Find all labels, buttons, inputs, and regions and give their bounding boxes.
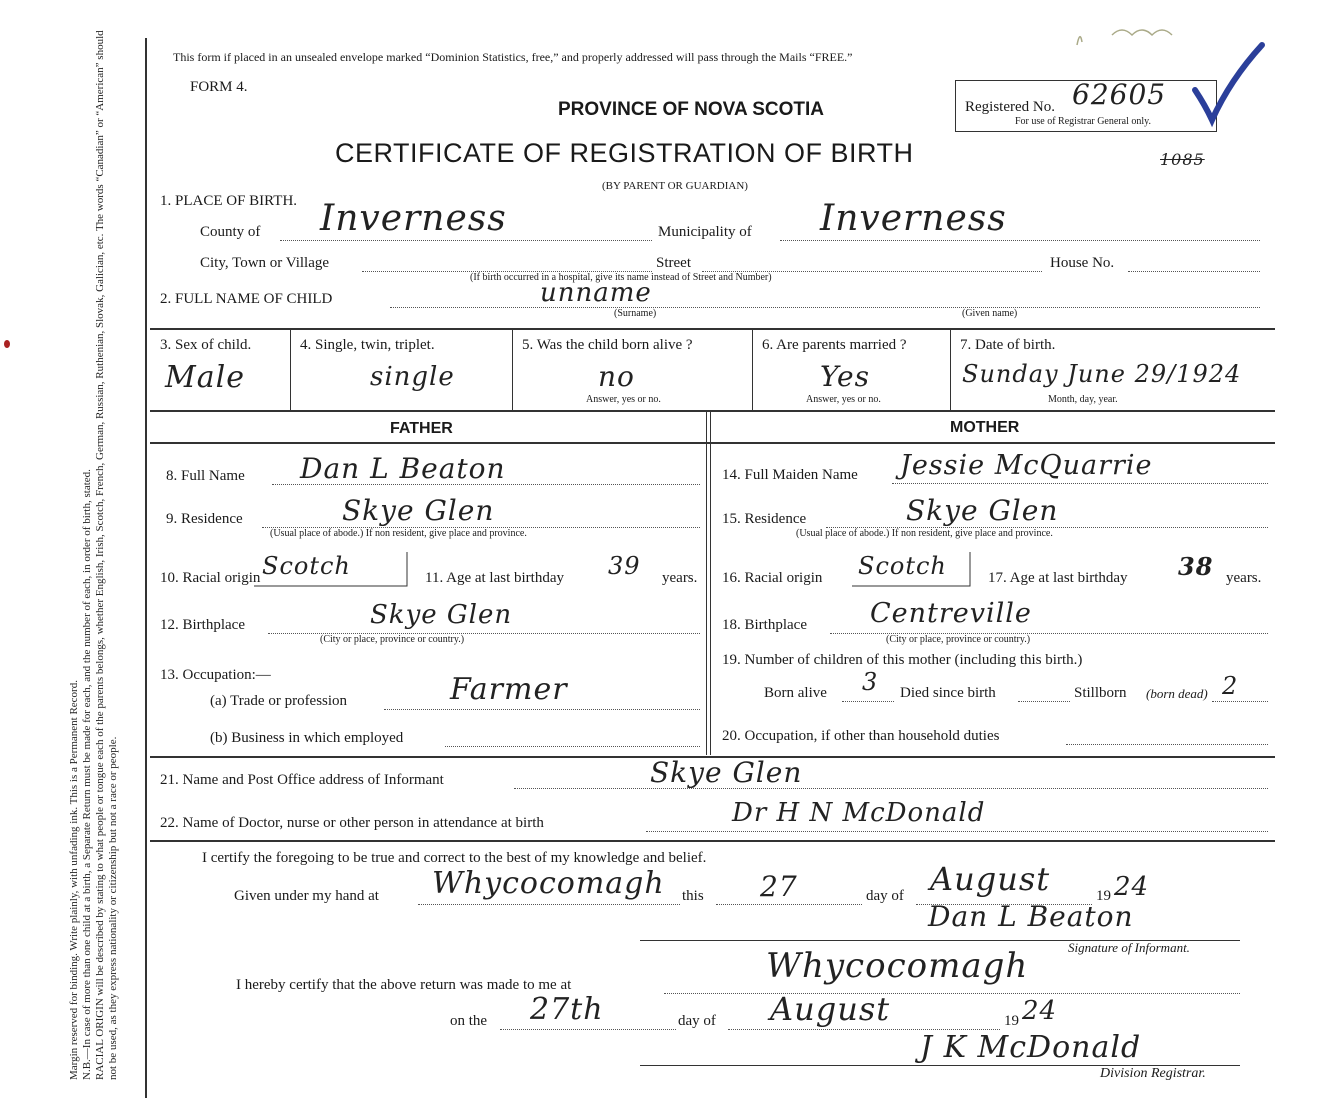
mother-birthplace-value: Centreville [870,598,1032,629]
parents-divider-a [706,412,707,755]
margin-rule [145,38,147,1098]
mail-notice: This form if placed in an unsealed envelope marked “Dominion Statistics, free,” and properly addressed will pass through the Mails “FREE.” [173,50,853,64]
sex-label: 3. Sex of child. [160,337,252,353]
father-trade-line [384,709,700,710]
reg-day-line [500,1029,676,1030]
died-line [1018,701,1070,702]
on-the-label: on the [450,1013,488,1029]
county-line [280,240,652,241]
given-month-value: August [930,860,1051,898]
stillborn-value: 2 [1222,672,1239,700]
certify-statement: I certify the foregoing to be true and correct to the best of my knowledge and belief. [202,850,707,866]
corner-annotation: 1085 [1160,150,1205,169]
side-note-nb: N.B.—In case of more than one child at a birth, a Separate Return must be made for each, and the number of each, in order of birth, stated. [81,469,93,1080]
father-name-label: 8. Full Name [166,468,245,484]
father-birthplace-label: 12. Birthplace [160,617,245,633]
born-alive-value: 3 [862,668,879,696]
father-residence-value: Skye Glen [342,494,495,527]
dob-value: Sunday June 29/1924 [962,360,1242,388]
father-racial-bracket [252,550,412,590]
parents-divider-b [710,412,711,755]
registrar-statement: I hereby certify that the above return was made to me at [236,977,572,993]
dob-note: Month, day, year. [1048,394,1118,405]
row3-divider-2 [512,330,513,410]
informant-line [514,788,1268,789]
house-line [1128,271,1260,272]
city-label: City, Town or Village [200,255,330,271]
reg-day-of-label: day of [678,1013,716,1029]
doctor-line [646,831,1268,832]
mother-heading: MOTHER [950,419,1020,436]
alive-label: 5. Was the child born alive ? [522,337,693,353]
registrar-place-value: Whycocomagh [766,946,1029,986]
doctor-value: Dr H N McDonald [732,798,986,828]
father-birthplace-value: Skye Glen [370,600,513,630]
reg-year-prefix: 19 [1004,1013,1019,1029]
this-label: this [682,888,704,904]
year-prefix: 19 [1096,888,1111,904]
parents-rule [150,442,1275,444]
mother-children-label: 19. Number of children of this mother (including this birth.) [722,652,1083,668]
municipality-line [780,240,1260,241]
single-value: single [370,362,455,392]
born-alive-line [842,701,894,702]
form-number: FORM 4. [190,79,248,95]
certify-rule [150,840,1275,842]
mother-name-label: 14. Full Maiden Name [722,467,858,483]
given-place-value: Whycocomagh [432,866,665,901]
informant-signature: Dan L Beaton [928,900,1134,933]
margin-mark [4,340,10,348]
county-label: County of [200,224,261,240]
mother-racial-bracket [850,550,975,590]
row3-divider-1 [290,330,291,410]
mother-birthplace-label: 18. Birthplace [722,617,807,633]
registered-label: Registered No. [965,99,1055,115]
mother-age-value: 38 [1178,552,1214,581]
father-trade-value: Farmer [450,672,568,707]
father-business-line [445,746,700,747]
married-value: Yes [820,360,870,393]
doctor-label: 22. Name of Doctor, nurse or other person in attendance at birth [160,815,544,831]
row3-top-rule [150,328,1275,330]
surname-note: (Surname) [614,308,657,319]
informant-value: Skye Glen [650,756,803,789]
check-mark-icon [1190,40,1270,130]
mother-occupation-line [1066,744,1268,745]
certificate-subtitle: (BY PARENT OR GUARDIAN) [602,180,748,192]
side-note-racial: RACIAL ORIGIN will be described by stating to what people or tongue each of the parents belongs, whether English, Irish, Scotch, French, German, Russian, Ruthenian, Slovak, Galician, etc. The words “Canadian” or “American” should not be used, as they express nationality or citizenship but not a race or people. [94,30,119,1080]
father-trade-label: (a) Trade or profession [210,693,348,709]
child-name-line [390,307,1260,308]
informant-label: 21. Name and Post Office address of Informant [160,772,444,788]
street-label: Street [656,255,691,271]
given-day-value: 27 [760,870,798,903]
father-birthplace-note: (City or place, province or country.) [320,634,465,645]
informant-signature-label: Signature of Informant. [1068,940,1190,955]
province-heading: PROVINCE OF NOVA SCOTIA [558,99,825,120]
father-occupation-label: 13. Occupation:— [160,667,271,683]
municipality-value: Inverness [820,198,1007,239]
alive-note: Answer, yes or no. [586,394,661,405]
given-place-line [418,904,680,905]
father-business-label: (b) Business in which employed [210,730,404,746]
father-heading: FATHER [390,420,453,437]
registrar-label: Division Registrar. [1100,1066,1206,1081]
mother-residence-note: (Usual place of abode.) If non resident, give place and province. [796,528,1053,539]
father-name-value: Dan L Beaton [300,452,506,485]
mother-birthplace-note: (City or place, province or country.) [886,634,1031,645]
certificate-title: CERTIFICATE OF REGISTRATION OF BIRTH [335,138,914,168]
registrar-place-line [664,993,1240,994]
registrar-signature: J K McDonald [920,1030,1142,1065]
day-of-label: day of [866,888,904,904]
born-alive-label: Born alive [764,685,827,701]
registrar-note: For use of Registrar General only. [1015,116,1151,127]
scribble-icon [1072,20,1202,50]
reg-year-value: 24 [1022,996,1058,1026]
house-label: House No. [1050,255,1115,271]
side-note-binding: Margin reserved for binding. Write plainly, with unfading ink. This is a Permanent Record. [68,680,80,1080]
place-heading: 1. PLACE OF BIRTH. [160,193,298,209]
side-notes [68,30,120,1080]
child-name-value: unname [540,278,652,308]
father-residence-note: (Usual place of abode.) If non resident, give place and province. [270,528,527,539]
stillborn-note: (born dead) [1146,686,1208,701]
sex-value: Male [165,360,245,395]
county-value: Inverness [320,198,507,239]
row3-divider-3 [752,330,753,410]
mother-name-value: Jessie McQuarrie [900,450,1153,481]
alive-value: no [598,360,635,393]
mother-racial-label: 16. Racial origin [722,570,823,586]
registered-number: 62605 [1072,78,1167,111]
father-racial-value: Scotch [262,552,351,580]
municipality-label: Municipality of [658,224,752,240]
mother-occupation-label: 20. Occupation, if other than household duties [722,728,1000,744]
given-year-value: 24 [1114,872,1150,902]
mother-age-unit: years. [1226,570,1262,586]
mother-age-label: 17. Age at last birthday [988,570,1128,586]
dob-label: 7. Date of birth. [960,337,1056,353]
married-label: 6. Are parents married ? [762,337,907,353]
father-age-value: 39 [608,552,641,580]
mother-residence-label: 15. Residence [722,511,807,527]
stillborn-line [1212,701,1268,702]
reg-month-value: August [770,990,891,1028]
given-name-note: (Given name) [962,308,1018,319]
married-note: Answer, yes or no. [806,394,881,405]
father-age-label: 11. Age at last birthday [425,570,564,586]
died-label: Died since birth [900,685,996,701]
father-age-unit: years. [662,570,698,586]
mother-name-line [892,483,1268,484]
given-label: Given under my hand at [234,888,379,904]
father-racial-label: 10. Racial origin [160,570,261,586]
father-residence-label: 9. Residence [166,511,243,527]
given-day-line [716,904,862,905]
child-name-label: 2. FULL NAME OF CHILD [160,291,333,307]
row3-bottom-rule [150,410,1275,412]
hospital-note: (If birth occurred in a hospital, give its name instead of Street and Number) [470,272,772,283]
mother-residence-value: Skye Glen [906,494,1059,527]
reg-day-value: 27th [530,992,604,1027]
mother-racial-value: Scotch [858,552,947,580]
single-label: 4. Single, twin, triplet. [300,337,435,353]
row3-divider-4 [950,330,951,410]
stillborn-label: Stillborn [1074,685,1127,701]
